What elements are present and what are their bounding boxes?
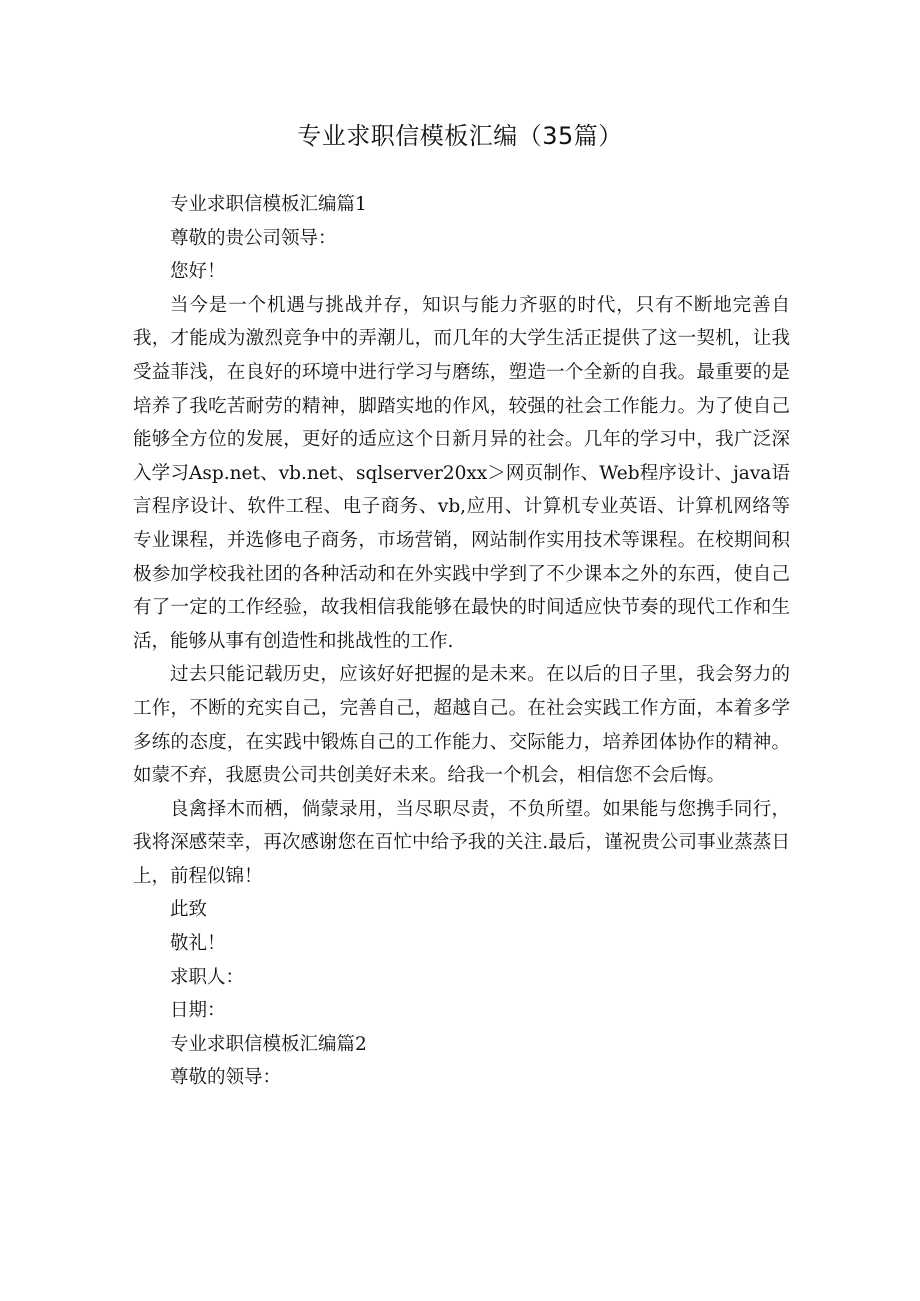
section-heading-2: 专业求职信模板汇编篇2	[170, 1033, 367, 1055]
date-line: 日期：	[170, 1000, 226, 1022]
salutation-2: 尊敬的领导：	[170, 1067, 282, 1089]
document-body	[133, 188, 790, 1095]
body-paragraph-3: 良禽择木而栖，倘蒙录用，当尽职尽责，不负所望。如果能与您携手同行，我将深感荣幸，再次感谢您在百忙中给予我的关注.最后，谨祝贵公司事业蒸蒸日上，前程似锦！	[133, 798, 790, 887]
document-title: 专业求职信模板汇编（35篇）	[297, 122, 623, 150]
greeting: 您好！	[170, 261, 226, 283]
salutation: 尊敬的贵公司领导：	[170, 227, 337, 249]
body-paragraph-1: 当今是一个机遇与挑战并存，知识与能力齐驱的时代，只有不断地完善自我，才能成为激烈竞争中的弄潮儿，而几年的大学生活正提供了这一契机，让我受益菲浅，在良好的环境中进行学习与磨练，塑造一个全新的自我。最重要的是培养了我吃苦耐劳的精神，脚踏实地的作风，较强的社会工作能力。为了使自己能够全方位的发展，更好的适应这个日新月异的社会。几年的学习中，我广泛深入学习Asp.net、vb.net、sqlserver20xx＞网页制作、Web程序设计、java语言程序设计、软件工程、电子商务、vb,应用、计算机专业英语、计算机网络等专业课程，并选修电子商务，市场营销，网站制作实用技术等课程。在校期间积极参加学校我社团的各种活动和在外实践中学到了不少课本之外的东西，使自己有了一定的工作经验，故我相信我能够在最快的时间适应快节奏的现代工作和生活，能够从事有创造性和挑战性的工作.	[133, 294, 790, 652]
section-heading-1: 专业求职信模板汇编篇1	[170, 194, 367, 215]
closing-line-2: 敬礼！	[170, 933, 226, 955]
applicant-line: 求职人：	[170, 966, 245, 988]
body-paragraph-2: 过去只能记载历史，应该好好把握的是未来。在以后的日子里，我会努力的工作，不断的充实自己，完善自己，超越自己。在社会实践工作方面，本着多学多练的态度，在实践中锻炼自己的工作能力、交际能力，培养团体协作的精神。如蒙不弃，我愿贵公司共创美好未来。给我一个机会，相信您不会后悔。	[133, 664, 790, 787]
closing-line-1: 此致	[170, 899, 208, 921]
